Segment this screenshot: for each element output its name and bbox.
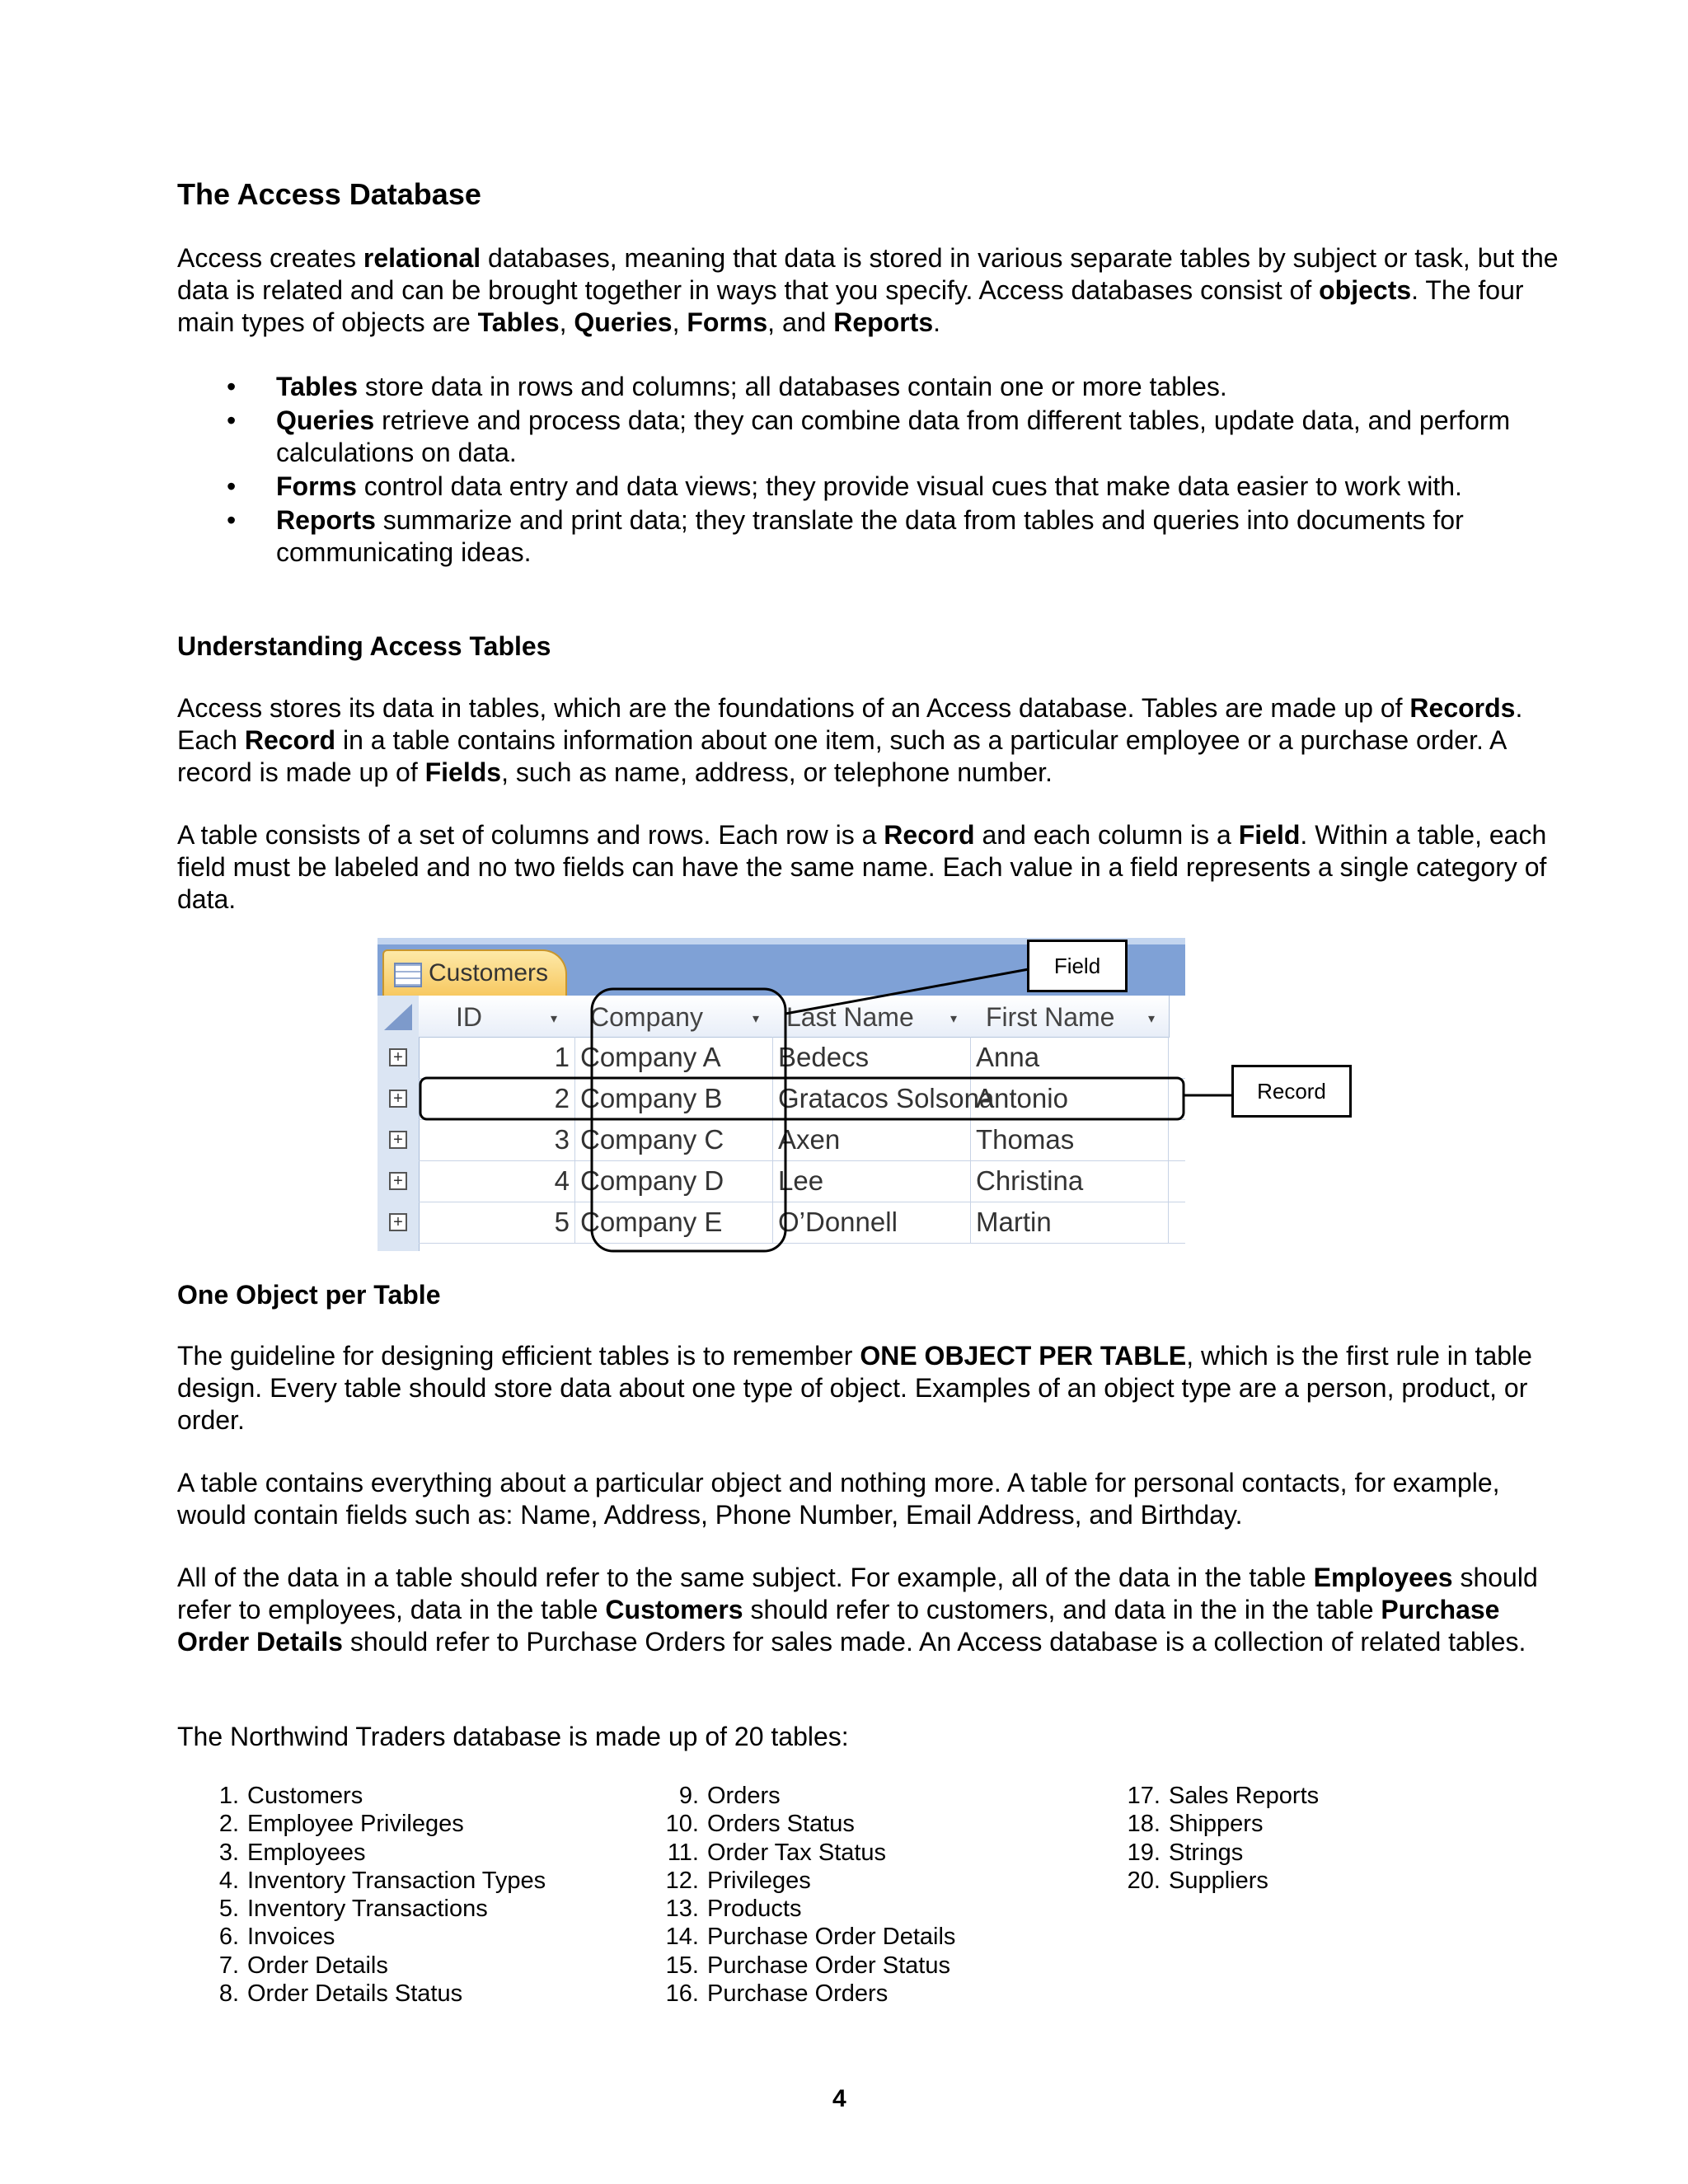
table-name: Suppliers — [1169, 1867, 1268, 1894]
tables-paragraph — [177, 692, 1562, 789]
list-number: 7. — [218, 1952, 239, 1979]
table-tab-label: Customers — [429, 959, 549, 987]
cell-last[interactable]: Axen — [773, 1119, 971, 1160]
list-item — [1127, 1839, 1319, 1867]
column-header-label: ID — [456, 1002, 482, 1032]
bold-text: Reports — [276, 505, 376, 535]
table-name: Inventory Transactions — [247, 1896, 488, 1923]
cell-first[interactable]: Thomas — [971, 1119, 1169, 1160]
text: should refer to Purchase Orders for sales made. An Access database is a collection of related tables. — [342, 1627, 1526, 1657]
bold-text: Queries — [574, 307, 673, 337]
text: Access stores its data in tables, which are the foundations of an Access database. Tables are made up of — [177, 693, 1410, 723]
text: , which is the first rule in table design. Every table should store data about one type of object. Examples of an object type are a person, product, or order. — [177, 1341, 1532, 1435]
list-item — [665, 1895, 955, 1923]
bold-text: Reports — [833, 307, 934, 337]
cell-company[interactable]: Company C — [575, 1119, 773, 1160]
dropdown-arrow-icon[interactable]: ▾ — [551, 1012, 558, 1026]
bold-text: Purchase Order Details — [177, 1595, 1500, 1657]
record-outline — [420, 1078, 1184, 1119]
bold-text: Records — [1409, 693, 1516, 723]
text: . Each — [177, 693, 1523, 755]
text: , — [559, 307, 574, 337]
table-name: Orders — [707, 1783, 781, 1809]
cell-id[interactable]: 3 — [419, 1119, 575, 1160]
table-name: Products — [707, 1896, 802, 1923]
cell-last[interactable]: Lee — [773, 1160, 971, 1202]
column-header-label: First Name — [986, 1002, 1115, 1032]
guideline-paragraph — [177, 1340, 1562, 1436]
cell-first[interactable]: Anna — [971, 1037, 1169, 1078]
tables-list-col3 — [1127, 1782, 1320, 1895]
list-item — [218, 1867, 546, 1895]
table-name: Invoices — [247, 1924, 335, 1951]
bold-text: objects — [1319, 275, 1412, 305]
list-number: 11. — [667, 1839, 699, 1866]
list-number: 3. — [218, 1839, 239, 1866]
list-number: 20. — [1127, 1867, 1160, 1894]
list-item — [218, 1895, 546, 1923]
list-item — [667, 1839, 955, 1867]
bullet-icon: • — [227, 405, 237, 435]
record-callout: Record — [1231, 1065, 1352, 1118]
table-name: Inventory Transaction Types — [247, 1867, 546, 1894]
subject-paragraph — [177, 1562, 1562, 1658]
bold-text: Customers — [605, 1595, 743, 1624]
text: store data in rows and columns; all databases contain one or more tables. — [358, 372, 1227, 401]
list-number: 14. — [665, 1924, 699, 1951]
bold-text: ONE OBJECT PER TABLE — [860, 1341, 1187, 1371]
table-name: Employees — [247, 1839, 366, 1866]
text: . Within a table, each field must be labeled and no two fields can have the same name. Each value in a field represents a single category of data. — [177, 820, 1547, 914]
list-number: 2. — [218, 1811, 239, 1838]
bold-text: Tables — [276, 372, 358, 401]
list-number: 6. — [218, 1924, 239, 1951]
list-item — [665, 1810, 955, 1838]
list-number: 12. — [665, 1867, 699, 1894]
list-number: 19. — [1127, 1839, 1160, 1866]
cell-company[interactable]: Company B — [575, 1078, 773, 1119]
bold-text: Employees — [1313, 1563, 1453, 1592]
dropdown-arrow-icon[interactable]: ▾ — [950, 1012, 958, 1026]
cell-last[interactable]: Bedecs — [773, 1037, 971, 1078]
table-name: Sales Reports — [1169, 1783, 1320, 1809]
text: should refer to customers, and data in the in the table — [743, 1595, 1381, 1624]
text: A table consists of a set of columns and rows. Each row is a — [177, 820, 884, 850]
list-item — [218, 1782, 546, 1810]
text: summarize and print data; they translate the data from tables and queries into documents for communicating ideas. — [276, 505, 1464, 567]
bullet-icon: • — [227, 505, 237, 535]
table-name: Strings — [1169, 1839, 1244, 1866]
expand-icon[interactable]: + — [389, 1090, 407, 1108]
list-item — [218, 1839, 546, 1867]
customers-table-figure — [377, 938, 1185, 1251]
list-item — [665, 1923, 956, 1951]
list-number: 9. — [678, 1783, 699, 1809]
list-item — [218, 1952, 546, 1980]
list-item — [665, 1867, 955, 1895]
list-number: 5. — [218, 1896, 239, 1923]
list-item — [218, 1980, 546, 2008]
object-types-list — [227, 371, 1611, 570]
bold-text: Field — [1238, 820, 1301, 850]
cell-first[interactable]: Antonio — [971, 1078, 1169, 1119]
cell-company[interactable]: Company D — [575, 1160, 773, 1202]
text: Access creates — [177, 243, 363, 273]
bullet-icon: • — [227, 471, 237, 501]
cell-first[interactable]: Christina — [971, 1160, 1169, 1202]
text: in a table contains information about one item, such as a particular employee or a purchase order. A record is made up of — [177, 725, 1506, 787]
intro-paragraph — [177, 242, 1562, 339]
bold-text: Record — [244, 725, 336, 755]
cell-first[interactable]: Martin — [971, 1202, 1169, 1243]
table-name: Purchase Orders — [707, 1980, 889, 2008]
cell-last[interactable]: O’Donnell — [773, 1202, 971, 1243]
table-name: Order Tax Status — [707, 1839, 887, 1866]
text: . The four main types of objects are — [177, 275, 1524, 337]
expand-icon[interactable]: + — [389, 1213, 407, 1231]
list-item — [1127, 1782, 1320, 1810]
bold-text: Tables — [477, 307, 560, 337]
cell-company[interactable]: Company E — [575, 1202, 773, 1243]
list-item — [227, 371, 1611, 403]
bold-text: Forms — [276, 471, 357, 501]
cell-last[interactable]: Gratacos Solsona — [773, 1078, 971, 1119]
list-number: 8. — [218, 1980, 239, 2008]
expand-icon[interactable]: + — [389, 1048, 407, 1066]
table-name: Orders Status — [707, 1811, 855, 1838]
text: should refer to employees, data in the table — [177, 1563, 1538, 1624]
text: . — [933, 307, 941, 337]
contacts-paragraph: A table contains everything about a particular object and nothing more. A table for personal contacts, for example, would contain fields such as: Name, Address, Phone Number, Email Address, and Birthday. — [177, 1468, 1500, 1530]
dropdown-arrow-icon[interactable]: ▾ — [753, 1012, 760, 1026]
tables-list-col1 — [218, 1782, 546, 2008]
text: , and — [767, 307, 834, 337]
cell-id[interactable]: 4 — [419, 1160, 575, 1202]
section-heading: Understanding Access Tables — [177, 631, 551, 661]
text: retrieve and process data; they can combine data from different tables, update data, and perform calculations on data. — [276, 405, 1511, 467]
record-connector-line — [1184, 1091, 1233, 1099]
dropdown-arrow-icon[interactable]: ▾ — [1148, 1012, 1156, 1026]
list-item — [218, 1810, 546, 1838]
cell-company[interactable]: Company A — [575, 1037, 773, 1078]
column-header-label: Company — [590, 1002, 703, 1032]
list-number: 4. — [218, 1867, 239, 1894]
cell-id[interactable]: 5 — [419, 1202, 575, 1243]
bold-text: Forms — [687, 307, 768, 337]
expand-icon[interactable]: + — [389, 1172, 407, 1190]
text: control data entry and data views; they provide visual cues that make data easier to work with. — [356, 471, 1462, 501]
list-item — [678, 1782, 955, 1810]
cell-id[interactable]: 1 — [419, 1037, 575, 1078]
table-name: Privileges — [707, 1867, 811, 1894]
field-connector-line — [785, 969, 1029, 1014]
table-name: Purchase Order Status — [707, 1952, 950, 1979]
text: The guideline for designing efficient tables is to remember — [177, 1341, 860, 1371]
record-field-paragraph — [177, 819, 1562, 916]
list-item — [227, 405, 1611, 469]
table-name: Employee Privileges — [247, 1811, 464, 1838]
list-item — [218, 1923, 546, 1951]
text: and each column is a — [974, 820, 1239, 850]
list-number: 10. — [665, 1811, 699, 1838]
list-number: 15. — [665, 1952, 699, 1979]
section-heading: One Object per Table — [177, 1280, 441, 1310]
cell-id[interactable]: 2 — [419, 1078, 575, 1119]
text: , — [672, 307, 687, 337]
list-item — [665, 1952, 955, 1980]
list-item — [1127, 1867, 1319, 1895]
bullet-icon: • — [227, 372, 237, 401]
northwind-intro: The Northwind Traders database is made up of 20 tables: — [177, 1722, 849, 1751]
page-title: The Access Database — [177, 177, 481, 211]
list-item — [227, 471, 1611, 503]
page-number: 4 — [832, 2085, 846, 2112]
column-header-label: Last Name — [786, 1002, 914, 1032]
tables-list-col2 — [665, 1782, 956, 2008]
list-number: 1. — [218, 1783, 239, 1809]
bold-text: relational — [363, 243, 481, 273]
text: databases, meaning that data is stored in various separate tables by subject or task, but the data is related and can be brought together in ways that you specify. Access databases consist of — [177, 243, 1559, 305]
text: , such as name, address, or telephone number. — [501, 757, 1053, 787]
table-name: Order Details Status — [247, 1980, 463, 2008]
list-item — [1127, 1810, 1319, 1838]
table-name: Purchase Order Details — [707, 1924, 956, 1951]
table-name: Order Details — [247, 1952, 388, 1979]
list-item — [665, 1980, 955, 2008]
list-number: 13. — [665, 1896, 699, 1923]
list-number: 18. — [1127, 1811, 1160, 1838]
text: All of the data in a table should refer to the same subject. For example, all of the data in the table — [177, 1563, 1314, 1592]
list-number: 17. — [1127, 1783, 1160, 1809]
bold-text: Record — [884, 820, 975, 850]
table-name: Customers — [247, 1783, 363, 1809]
bold-text: Queries — [276, 405, 375, 435]
table-name: Shippers — [1169, 1811, 1264, 1838]
bold-text: Fields — [424, 757, 502, 787]
list-item — [227, 504, 1611, 569]
list-number: 16. — [665, 1980, 699, 2008]
field-callout: Field — [1027, 940, 1128, 992]
expand-icon[interactable]: + — [389, 1131, 407, 1149]
